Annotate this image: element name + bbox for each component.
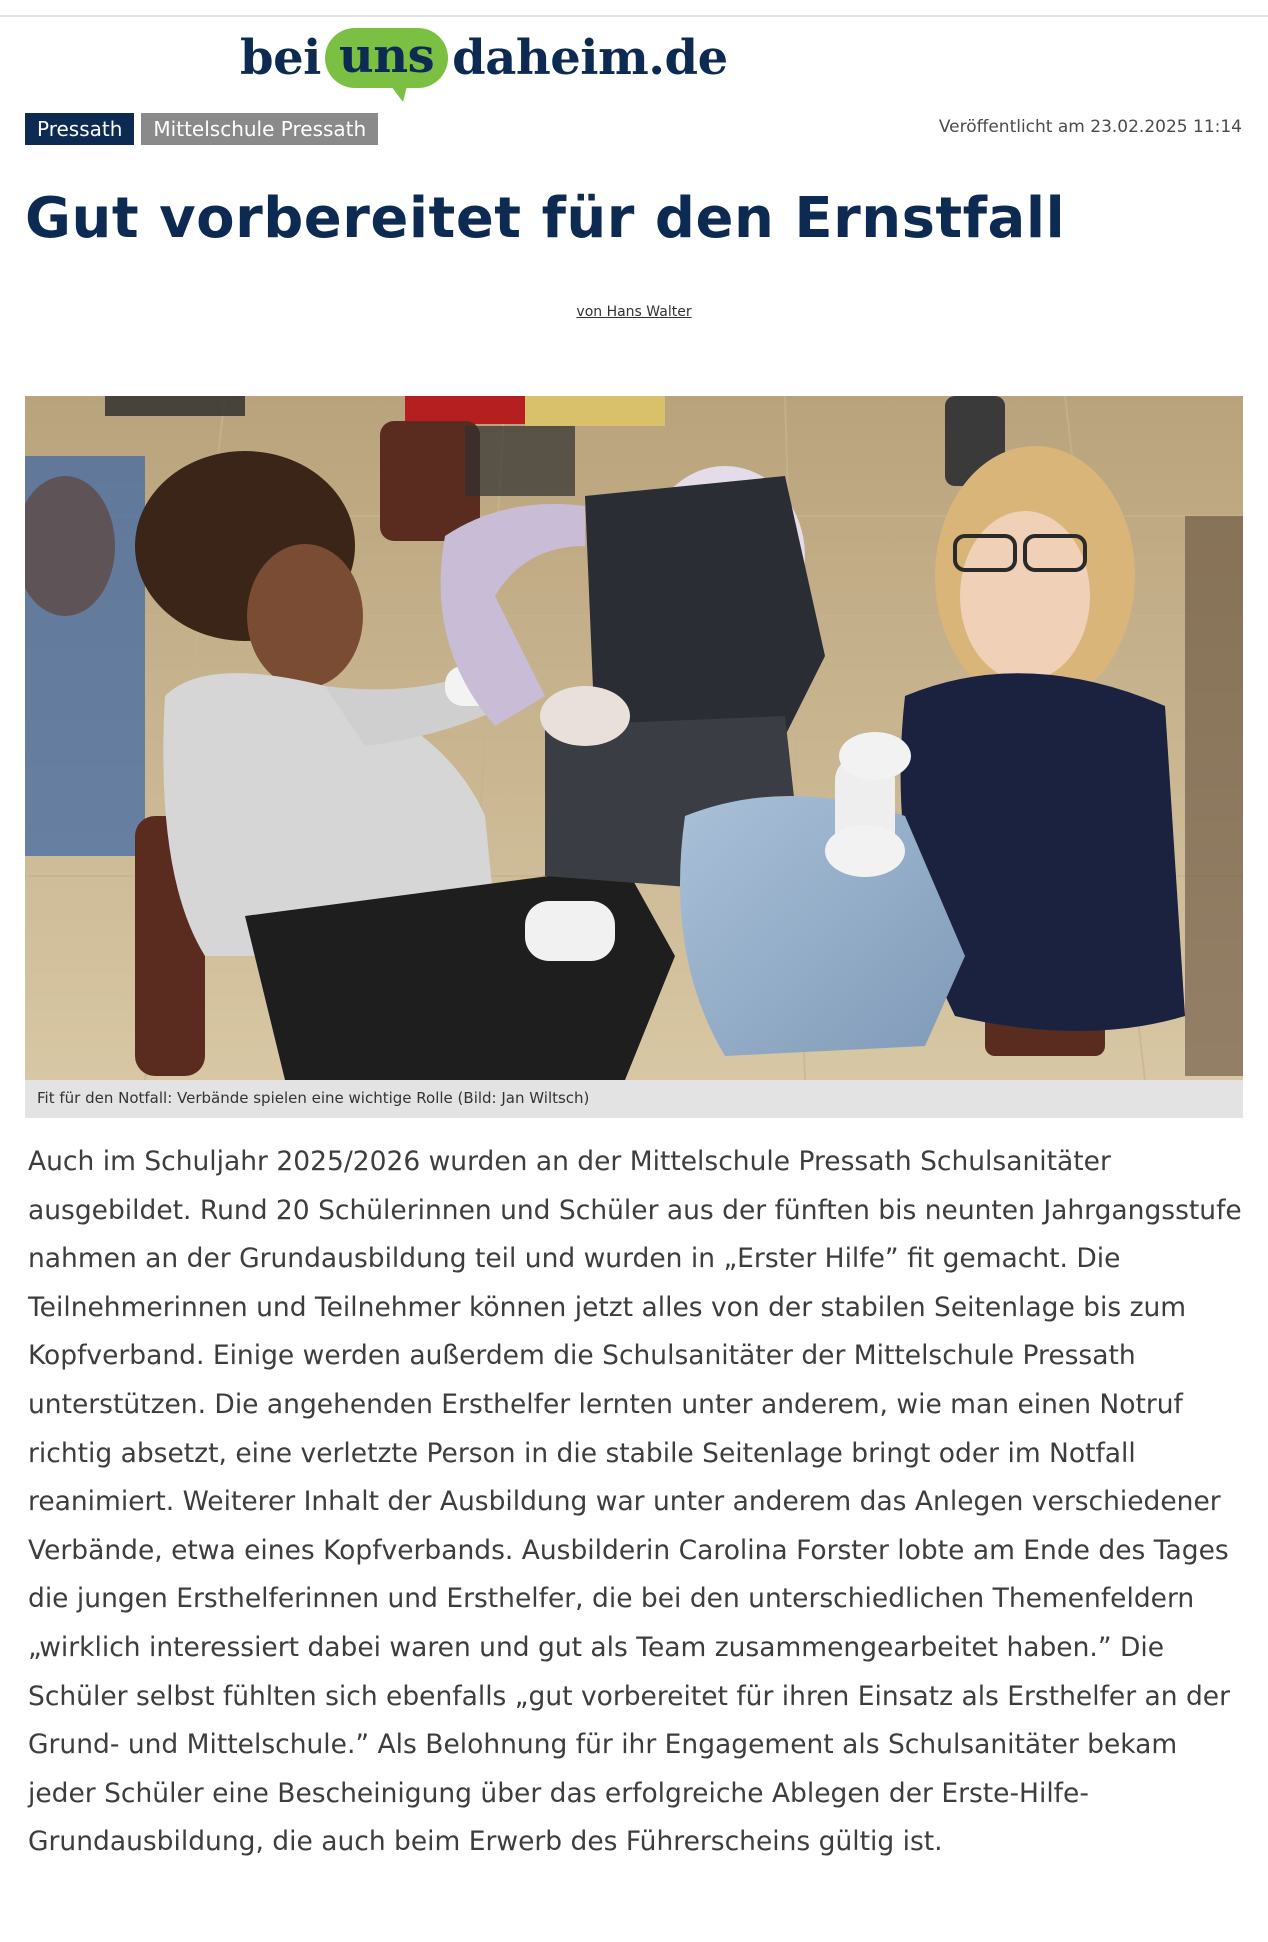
top-divider xyxy=(0,15,1268,17)
logo-text-end: daheim.de xyxy=(452,30,728,86)
site-logo[interactable] xyxy=(240,22,728,94)
published-date: Veröffentlicht am 23.02.2025 11:14 xyxy=(938,117,1242,137)
tag-pressath[interactable]: Pressath xyxy=(25,113,134,145)
image-caption: Fit für den Notfall: Verbände spielen eine wichtige Rolle (Bild: Jan Wiltsch) xyxy=(25,1080,1243,1118)
article-photo xyxy=(25,396,1243,1080)
article-title: Gut vorbereitet für den Ernstfall xyxy=(25,186,1066,251)
category-tags xyxy=(25,113,378,145)
tag-mittelschule-pressath[interactable]: Mittelschule Pressath xyxy=(141,113,378,145)
photo-illustration xyxy=(25,396,1243,1080)
article-body: Auch im Schuljahr 2025/2026 wurden an der Mittelschule Pressath Schulsanitäter ausgebildet. Rund 20 Schülerinnen und Schüler aus der fünften bis neunten Jahrgangsstufe nahmen an der Grundausbildung teil und wurden in „Erster Hilfe” fit gemacht. Die Teilnehmerinnen und Teilnehmer können jetzt alles von der stabilen Seitenlage bis zum Kopfverband. Einige werden außerdem die Schulsanitäter der Mittelschule Pressath unterstützen. Die angehenden Ersthelfer lernten unter anderem, wie man einen Notruf richtig absetzt, eine verletzte Person in die stabile Seitenlage bringt oder im Notfall reanimiert. Weiterer Inhalt der Ausbildung war unter anderem das Anlegen verschiedener Verbände, etwa eines Kopfverbands. Ausbilderin Carolina Forster lobte am Ende des Tages die jungen Ersthelferinnen und Ersthelfer, die bei den unterschiedlichen Themenfeldern „wirklich interessiert dabei waren und gut als Team zusammengearbeitet haben.” Die Schüler selbst fühlten sich ebenfalls „gut vorbereitet für ihren Einsatz als Ersthelfer an der Grund- und Mittelschule.” Als Belohnung für ihr Engagement als Schulsanitäter bekam jeder Schüler eine Bescheinigung über das erfolgreiche Ablegen der Erste-Hilfe-Grundausbildung, die auch beim Erwerb des Führerscheins gültig ist. xyxy=(28,1146,1242,1858)
logo-speech-bubble: uns xyxy=(325,28,448,88)
logo-text-start: bei xyxy=(240,30,321,86)
author-link[interactable]: von Hans Walter xyxy=(576,304,692,320)
